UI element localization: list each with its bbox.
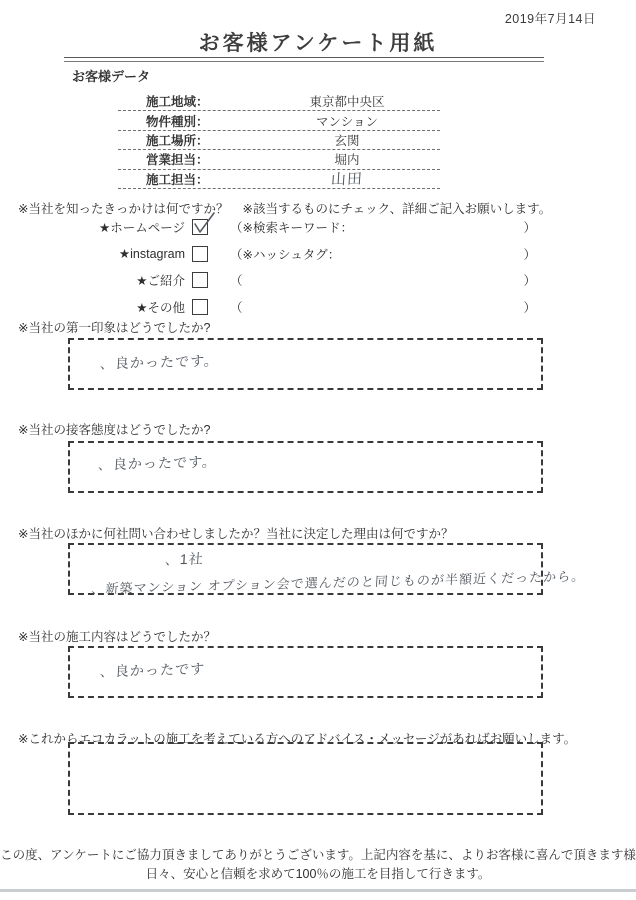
field-label: 施工場所： [146, 133, 209, 148]
field-label: 営業担当： [146, 153, 209, 168]
option-row-other [0, 294, 636, 321]
answer-box-advice-message [68, 742, 543, 815]
answer-box-decision-reason [68, 543, 586, 597]
close-paren: ） [523, 221, 536, 236]
handwritten-answer: 、良かったです。 [99, 352, 220, 372]
field-label: 施工地域： [146, 95, 209, 110]
other-checkbox[interactable] [192, 299, 208, 315]
page-title: お客様アンケート用紙 [198, 31, 438, 55]
table-row [118, 131, 440, 150]
answer-box-first-impression [68, 338, 543, 390]
field-label: 物件種別： [146, 114, 209, 129]
field-value: 堀内 [334, 153, 360, 168]
field-value: 玄関 [334, 133, 360, 148]
question-text: ※当社を知ったきっかけは何ですか？ [18, 202, 229, 216]
answer-box-service-attitude [68, 441, 543, 493]
field-value: マンション [316, 114, 378, 129]
instagram-checkbox[interactable] [192, 246, 208, 262]
question-note: ※該当するものにチェック、詳細ご記入お願いします。 [242, 202, 552, 216]
close-paren: ） [523, 247, 536, 262]
question-construction-quality: ※当社の施工内容はどうでしたか？ [18, 630, 216, 644]
handwritten-answer: 、良かったです。 [97, 453, 218, 473]
source-options [0, 214, 636, 320]
option-row-homepage [0, 214, 636, 241]
answer-box-construction-quality [68, 646, 543, 698]
field-value-handwritten [254, 168, 440, 189]
handwritten-answer: 、新築マンション オプション会で選んだのと同じものが半額近くだったから。 [90, 568, 586, 597]
option-label: ★その他 [136, 300, 185, 315]
table-row [118, 150, 440, 169]
referral-checkbox[interactable] [192, 272, 208, 288]
option-label: ★ホームページ [99, 221, 185, 236]
table-row [118, 170, 440, 189]
close-paren: ） [523, 300, 536, 315]
table-row [118, 92, 440, 111]
option-row-instagram [0, 241, 636, 268]
close-paren: ） [523, 274, 536, 289]
checkmark-icon [191, 211, 217, 237]
option-detail-label: （※検索キーワード： [230, 221, 353, 236]
handwritten-answer: 、良かったです [99, 660, 206, 680]
option-detail-label: （※ハッシュタグ： [230, 247, 341, 262]
title-underline [64, 57, 544, 62]
document-date: 2019年7月14日 [504, 12, 596, 26]
option-label: ★instagram [118, 247, 185, 262]
question-decision-reason: ※当社のほかに何社問い合わせしましたか？当社に決定した理由は何ですか？ [18, 527, 454, 541]
option-label: ★ご紹介 [136, 274, 185, 289]
field-value: 東京都中央区 [309, 95, 385, 110]
field-label: 施工担当： [146, 172, 209, 187]
option-row-referral [0, 267, 636, 294]
question-service-attitude: ※当社の接客態度はどうでしたか? [18, 423, 211, 437]
footer-line-1: この度、アンケートにご協力頂きましてありがとうございます。上記内容を基に、よりお客様に喜んで頂きます様 [0, 848, 636, 862]
question-advice-message: ※これからエコカラットの施工を考えている方へのアドバイス・メッセージがあればお願いします。 [18, 732, 577, 746]
footer-thanks [0, 846, 636, 885]
homepage-checkbox[interactable] [192, 219, 208, 235]
scan-edge-artifact [0, 889, 636, 892]
handwritten-name: 山田 [330, 170, 364, 189]
handwritten-answer: 、1社 [164, 550, 205, 568]
footer-line-2: 日々、安心と信頼を求めて100％の施工を目指して行きます。 [145, 867, 491, 882]
customer-data-table [118, 92, 440, 189]
customer-data-heading: お客様データ [72, 69, 151, 84]
table-row [118, 111, 440, 130]
option-detail-label: （ [230, 300, 243, 315]
question-first-impression: ※当社の第一印象はどうでしたか? [18, 321, 211, 335]
option-detail-label: （ [230, 274, 243, 289]
